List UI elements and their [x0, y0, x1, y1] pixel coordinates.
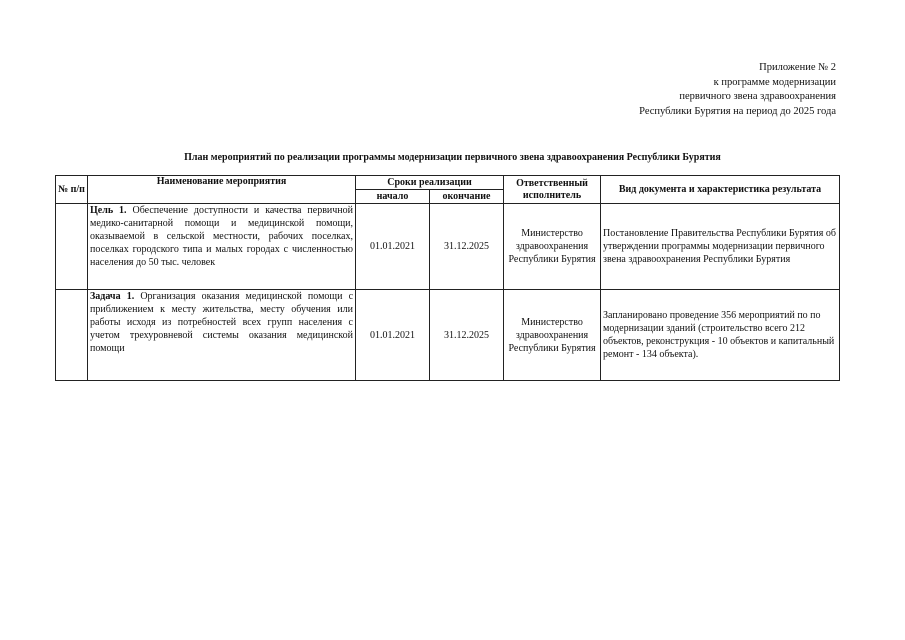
appendix-header — [639, 61, 836, 119]
row-start: 01.01.2021 — [356, 290, 430, 381]
row-responsible: Министерство здравоохранения Республики Бурятия — [504, 204, 601, 290]
row-name — [88, 290, 356, 381]
row-end: 31.12.2025 — [430, 290, 504, 381]
row-result: Постановление Правительства Республики Бурятия об утверждении программы модернизации первичного звена здравоохранения Республики Бурятия — [601, 204, 840, 290]
row-num — [56, 204, 88, 290]
table-row — [56, 204, 840, 290]
row-responsible: Министерство здравоохранения Республики Бурятия — [504, 290, 601, 381]
header-responsible: Ответственный исполнитель — [504, 176, 601, 204]
appendix-line-3: первичного звена здравоохранения — [679, 91, 836, 102]
row-start: 01.01.2021 — [356, 204, 430, 290]
row-lead: Задача 1. — [90, 291, 135, 302]
row-num — [56, 290, 88, 381]
document-title: План мероприятий по реализации программы модернизации первичного звена здравоохранения Республики Бурятия — [184, 152, 721, 163]
header-num: № п/п — [56, 176, 88, 204]
row-name-text: Организация оказания медицинской помощи с приближением к месту жительства, месту обучения или работы исходя из потребностей всех групп населения с учетом трехуровневой системы оказания медицинской помощи — [90, 291, 354, 354]
header-result: Вид документа и характеристика результата — [601, 176, 840, 204]
appendix-line-4: Республики Бурятия на период до 2025 года — [639, 105, 836, 117]
header-name: Наименование мероприятия — [88, 176, 356, 204]
row-end: 31.12.2025 — [430, 204, 504, 290]
row-lead: Цель 1. — [90, 205, 127, 216]
plan-table — [55, 175, 840, 381]
table-row — [56, 290, 840, 381]
row-name-text: Обеспечение доступности и качества первичной медико-санитарной помощи и медицинской помощи, оказываемой в сельской местности, рабочих поселках, поселках городского типа и малых городах с численностью населения до 50 тыс. человек — [90, 205, 354, 268]
appendix-line-1: Приложение № 2 — [759, 62, 836, 73]
row-result: Запланировано проведение 356 мероприятий по по модернизации зданий (строительство всего 212 объектов, реконструкция - 10 объектов и капитальный ремонт - 134 объекта). — [601, 290, 840, 381]
header-start: начало — [356, 190, 430, 204]
header-end: окончание — [430, 190, 504, 204]
header-period: Сроки реализации — [356, 176, 504, 190]
appendix-line-2: к программе модернизации — [713, 76, 836, 88]
row-name — [88, 204, 356, 290]
